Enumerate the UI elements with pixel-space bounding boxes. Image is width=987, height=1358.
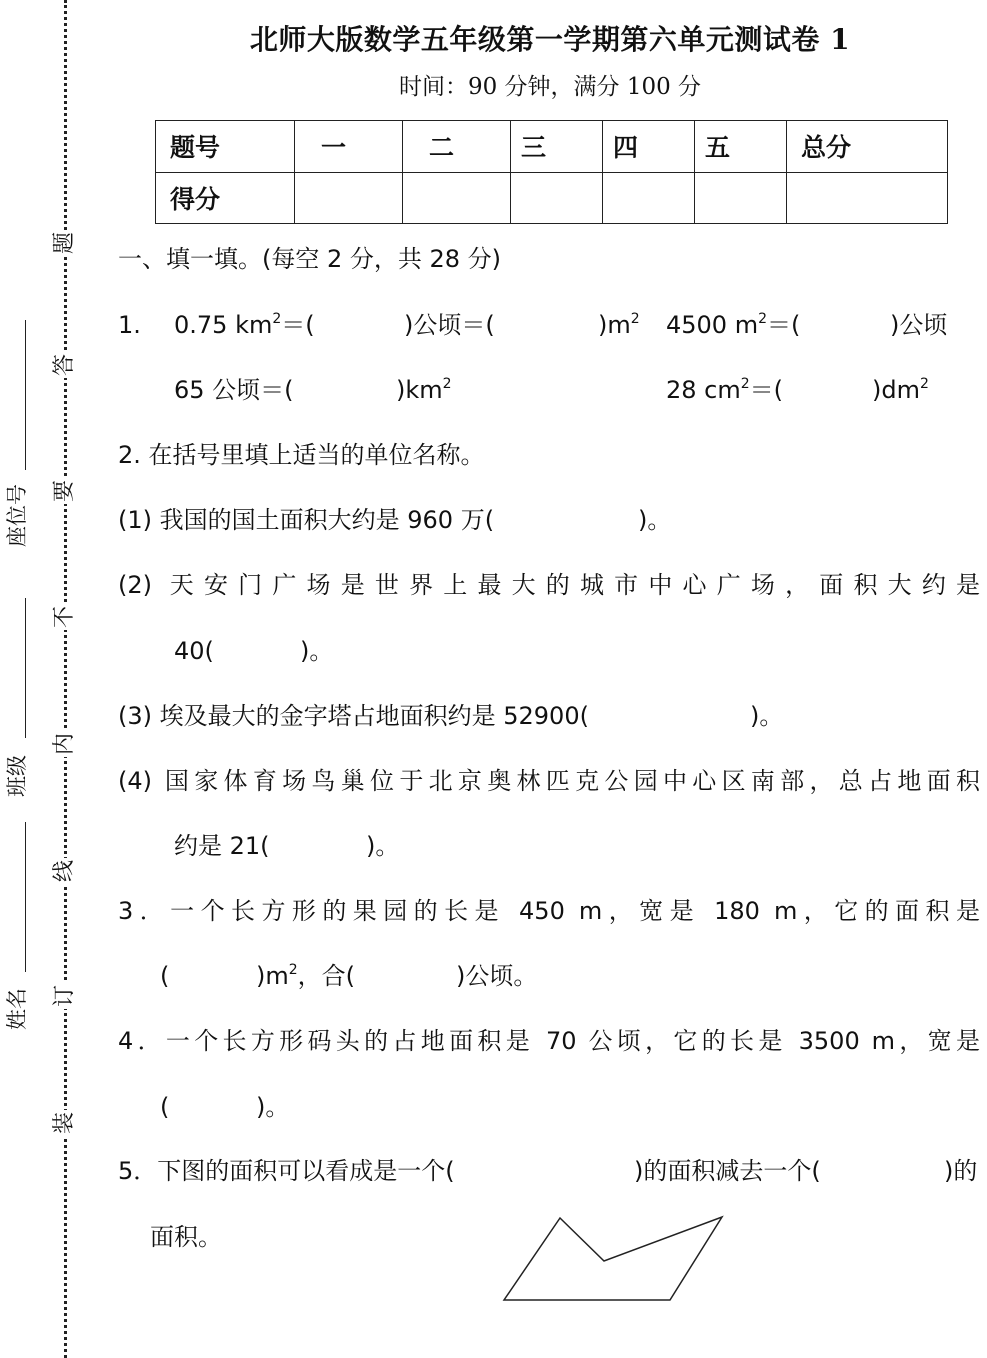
score-table-row-label: 题号 [156, 121, 295, 173]
q4-end: )。 [256, 1093, 290, 1121]
fold-char: 不 [52, 606, 77, 629]
q5-text-c: )的 [944, 1157, 978, 1185]
q2-part4-cont: 约是 21( [174, 832, 270, 860]
q4-blank-open: ( [160, 1093, 170, 1121]
score-table [155, 120, 948, 224]
score-cell[interactable] [403, 172, 511, 224]
fold-char: 内 [52, 733, 77, 756]
q2-part2-cont: 40( [174, 637, 214, 665]
q1-conversion-c: 65 公顷＝( [174, 376, 294, 404]
q3-end: )公顷。 [456, 962, 538, 990]
q2-part4: (4) 国家体育场鸟巢位于北京奥林匹克公园中心区南部，总占地面积 [118, 767, 980, 795]
q2-part1: (1) 我国的国土面积大约是 960 万( [118, 506, 495, 534]
score-table-col: 四 [603, 121, 695, 173]
score-table-col: 一 [295, 121, 403, 173]
q1-conversion-d: 28 $cm^2=$( [666, 376, 784, 404]
q1-conversion-a-end: )$m^2$ [598, 311, 640, 339]
q4-text: 4．一个长方形码头的占地面积是 70 公顷，它的长是 3500 m，宽是 [118, 1027, 980, 1055]
fold-char: 要 [52, 480, 77, 503]
score-table-col: 二 [403, 121, 511, 173]
name-label: 姓名 [5, 988, 29, 1030]
q5-text-a: 5．下图的面积可以看成是一个( [118, 1157, 455, 1185]
score-cell[interactable] [511, 172, 603, 224]
page-subtitle: 时间：90 分钟，满分 100 分 [398, 74, 702, 100]
q5-text-cont: 面积。 [150, 1223, 222, 1251]
score-table-col: 总分 [787, 121, 948, 173]
score-cell[interactable] [695, 172, 787, 224]
q1-conversion-a-mid: )公顷＝( [404, 311, 495, 339]
q1-conversion-b: 4500 $m^2=$( [666, 311, 801, 339]
q5-figure [500, 1212, 730, 1307]
score-cell[interactable] [603, 172, 695, 224]
class-line[interactable] [25, 598, 26, 738]
q5-text-b: )的面积减去一个( [634, 1157, 821, 1185]
score-table-score-row [156, 172, 948, 224]
question-number: 1. [118, 311, 141, 339]
score-table-col: 五 [695, 121, 787, 173]
q3-blank-open: ( [160, 962, 170, 990]
class-label: 班级 [5, 755, 29, 797]
q2-part2-end: )。 [300, 637, 334, 665]
q5-shape-polygon [504, 1217, 722, 1300]
section-heading: 一、填一填。(每空 2 分，共 28 分) [118, 245, 502, 273]
fold-char: 订 [52, 985, 77, 1008]
seat-number-label: 座位号 [5, 484, 29, 547]
score-table-header-row [156, 121, 948, 173]
q2-part1-end: )。 [638, 506, 672, 534]
fold-char: 线 [52, 860, 77, 883]
score-cell[interactable] [295, 172, 403, 224]
q1-conversion-a: 0.75 $km^2=$( [174, 311, 315, 339]
score-table-col: 三 [511, 121, 603, 173]
seat-number-line[interactable] [25, 320, 26, 470]
name-line[interactable] [25, 822, 26, 972]
q3-text: 3．一个长方形的果园的长是 450 m，宽是 180 m，它的面积是 [118, 897, 980, 925]
fold-char: 题 [52, 232, 77, 255]
binding-dotted-line [64, 0, 67, 1358]
q2-intro: 2. 在括号里填上适当的单位名称。 [118, 441, 485, 469]
q2-part3-end: )。 [750, 702, 784, 730]
q2-part4-end: )。 [366, 832, 400, 860]
fold-char: 装 [52, 1112, 77, 1135]
score-table-row-label: 得分 [156, 172, 295, 224]
q2-part3: (3) 埃及最大的金字塔占地面积约是 52900( [118, 702, 589, 730]
fold-char: 答 [52, 354, 77, 377]
page-title: 北师大版数学五年级第一学期第六单元测试卷 1 [249, 23, 851, 56]
q3-unit: )$m^2$，合( [256, 962, 356, 990]
q1-conversion-c-end: )$km^2$ [396, 376, 452, 404]
q1-conversion-b-end: )公顷 [890, 311, 948, 339]
score-cell[interactable] [787, 172, 948, 224]
q2-part2: (2) 天安门广场是世界上最大的城市中心广场，面积大约是 [118, 571, 980, 599]
q1-conversion-d-end: )$dm^2$ [872, 376, 929, 404]
